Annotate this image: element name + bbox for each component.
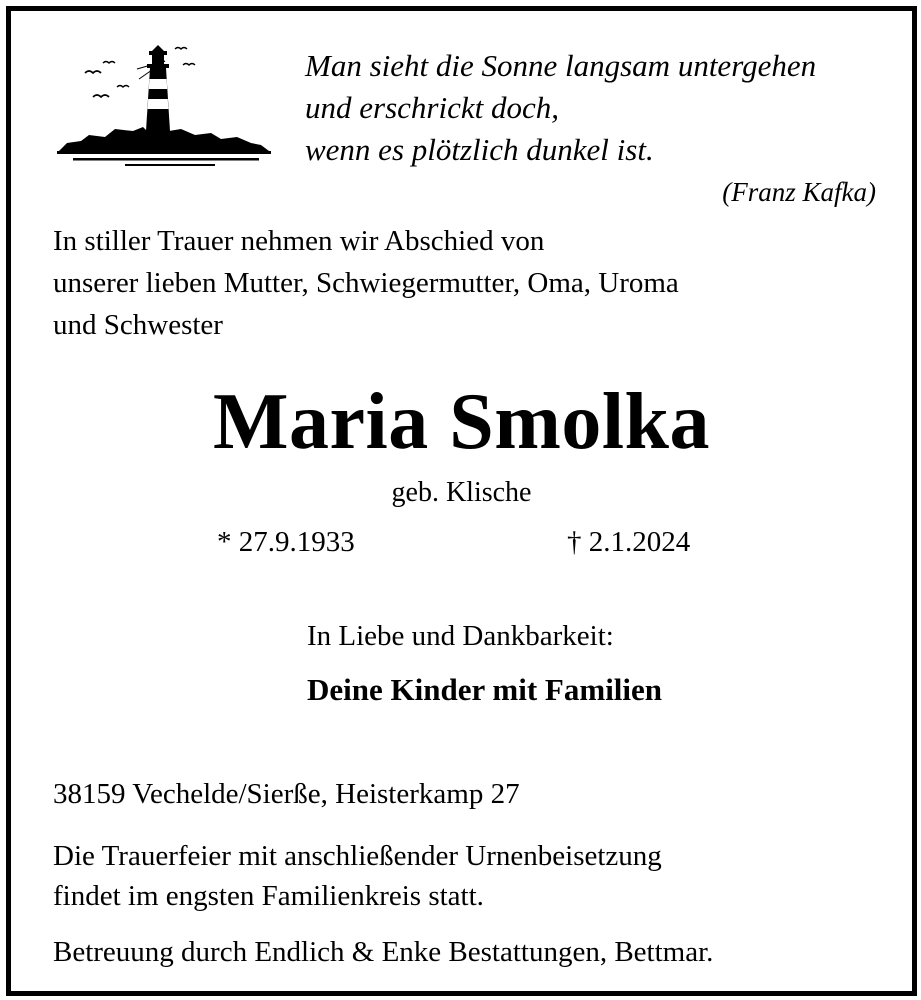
undertaker: Betreuung durch Endlich & Enke Bestattungen, Bettmar. [53, 936, 714, 968]
lighthouse-icon [55, 39, 273, 169]
quote-line: und erschrickt doch, [305, 90, 559, 125]
thanks-line: In Liebe und Dankbarkeit: [307, 620, 614, 652]
address: 38159 Vechelde/Sierße, Heisterkamp 27 [53, 778, 520, 810]
obituary-frame [6, 6, 917, 996]
mourners-family: Deine Kinder mit Familien [307, 672, 663, 707]
ceremony-line: findet im engsten Familienkreis statt. [53, 880, 484, 912]
quote-author: (Franz Kafka) [722, 177, 876, 207]
maiden-name: geb. Klische [391, 477, 532, 508]
death-date: † 2.1.2024 [567, 526, 691, 558]
quote-line: wenn es plötzlich dunkel ist. [305, 132, 654, 167]
quote-line: Man sieht die Sonne langsam untergehen [305, 48, 817, 83]
intro-line: und Schwester [53, 309, 223, 341]
intro-line: In stiller Trauer nehmen wir Abschied von [53, 225, 545, 257]
intro-line: unserer lieben Mutter, Schwiegermutter, Oma, Uroma [53, 267, 679, 299]
birth-date: * 27.9.1933 [217, 526, 355, 558]
ceremony-line: Die Trauerfeier mit anschließender Urnenbeisetzung [53, 840, 662, 872]
deceased-name: Maria Smolka [212, 378, 711, 466]
